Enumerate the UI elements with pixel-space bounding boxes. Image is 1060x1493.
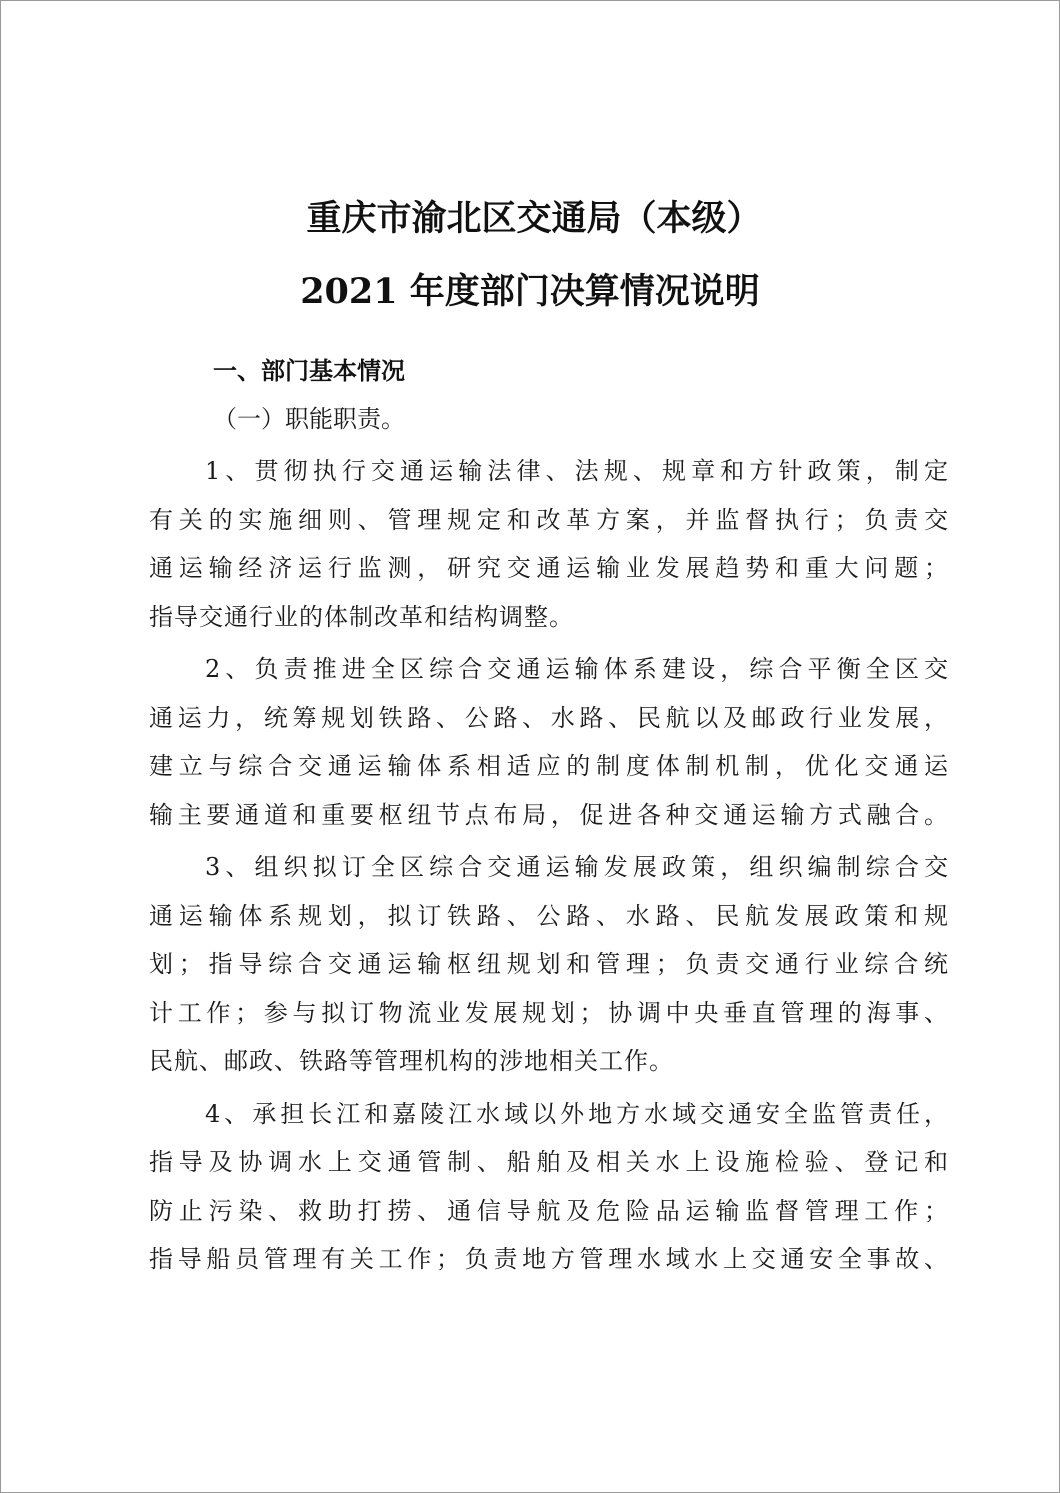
paragraph-line: 通运输体系规划，拟订铁路、公路、水路、民航发展政策和规	[149, 901, 949, 930]
paragraph-line: 建立与综合交通运输体系相适应的制度体制机制，优化交通运	[149, 752, 949, 780]
paragraph-3	[149, 843, 949, 1086]
paragraph-line: 3、组织拟订全区综合交通运输发展政策，组织编制综合交	[205, 853, 949, 881]
paragraph-line: 民航、邮政、铁路等管理机构的涉地相关工作。	[149, 1047, 674, 1075]
document-body	[149, 347, 949, 1284]
paragraph-line: 1、贯彻执行交通运输法律、法规、规章和方针政策，制定	[205, 457, 949, 485]
paragraph-line: 4、承担长江和嘉陵江水域以外地方水域交通安全监管责任，	[205, 1099, 949, 1128]
paragraph-line: 通运力，统筹规划铁路、公路、水路、民航以及邮政行业发展，	[149, 703, 949, 732]
paragraph-2	[149, 645, 949, 839]
paragraph-line: 划；指导综合交通运输枢纽规划和管理；负责交通行业综合统	[149, 950, 949, 978]
paragraph-line: 指导及协调水上交通管制、船舶及相关水上设施检验、登记和	[149, 1148, 949, 1176]
section-heading: 一、部门基本情况	[213, 357, 405, 385]
paragraph-1	[149, 447, 949, 641]
paragraph-line: 通运输经济运行监测，研究交通运输业发展趋势和重大问题；	[149, 554, 949, 582]
paragraph-4	[149, 1090, 949, 1284]
paragraph-line: 防止污染、救助打捞、通信导航及危险品运输监督管理工作；	[149, 1196, 949, 1225]
title-line-1: 重庆市渝北区交通局（本级）	[306, 198, 762, 239]
paragraph-line: 输主要通道和重要枢纽节点布局，促进各种交通运输方式融合。	[149, 800, 949, 829]
paragraph-line: 计工作；参与拟订物流业发展规划；协调中央垂直管理的海事、	[149, 998, 949, 1027]
paragraph-line: 2、负责推进全区综合交通运输体系建设，综合平衡全区交	[205, 655, 949, 683]
subsection-heading: （一）职能职责。	[213, 405, 405, 433]
paragraph-line: 指导交通行业的体制改革和结构调整。	[149, 602, 574, 631]
document-title	[1, 191, 1060, 320]
title-line-2: 2021 年度部门决算情况说明	[300, 271, 760, 312]
paragraph-line: 有关的实施细则、管理规定和改革方案，并监督执行；负责交	[149, 505, 949, 534]
paragraph-line: 指导船员管理有关工作；负责地方管理水域水上交通安全事故、	[149, 1245, 949, 1273]
